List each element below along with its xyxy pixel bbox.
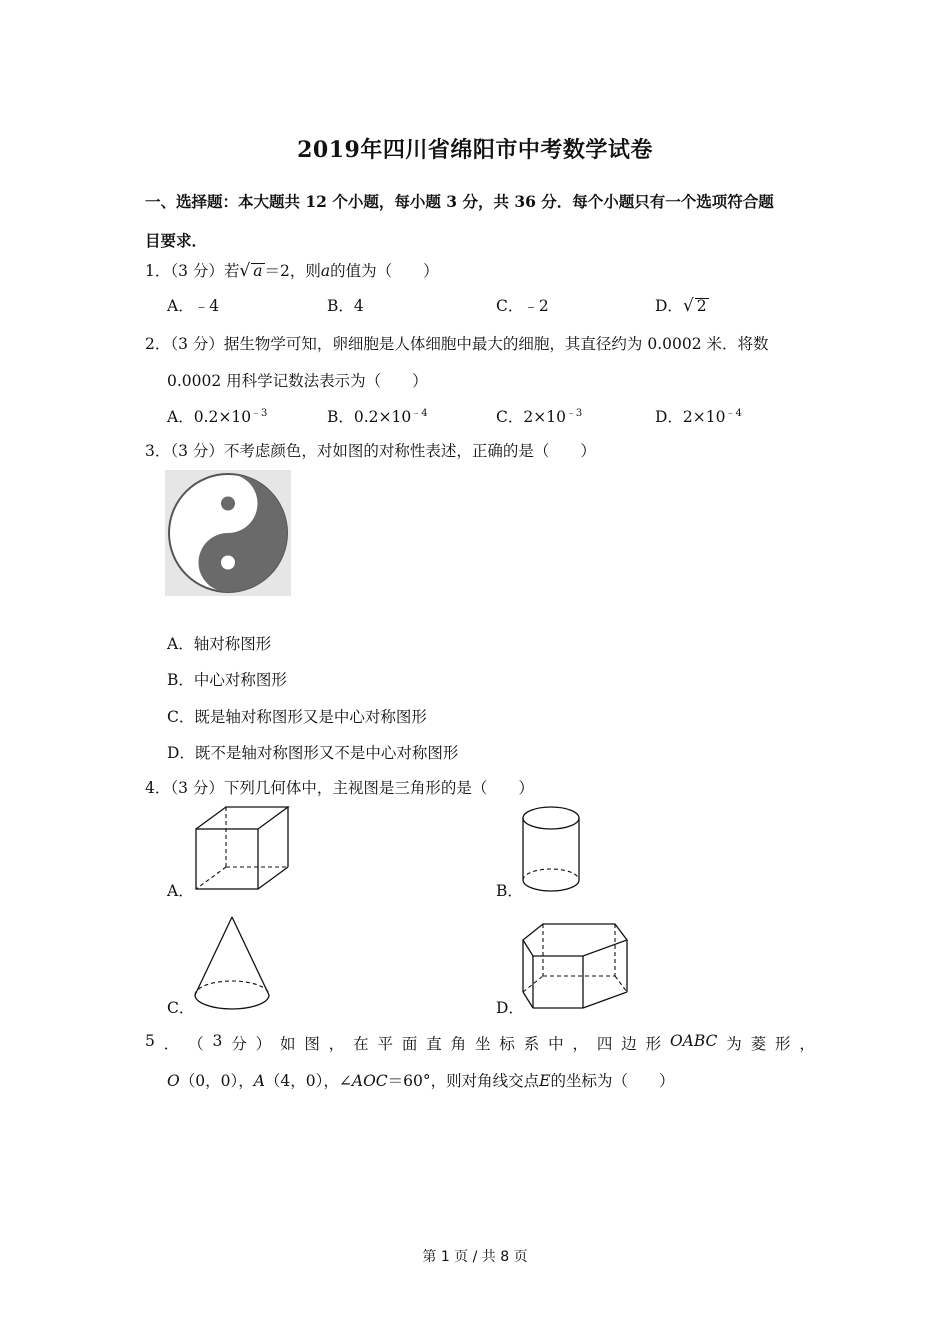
q3-option-d[interactable]: D．既不是轴对称图形又不是中心对称图形 [167, 744, 459, 762]
q5-token: 四 [596, 1035, 613, 1053]
q5-token: 5 [145, 1032, 155, 1050]
cylinder-icon [521, 804, 581, 896]
section-heading: 一、选择题：本大题共 12 个小题，每小题 3 分，共 36 分．每个小题只有一个选项符合题 [145, 192, 774, 211]
q3-option-a[interactable]: A．轴对称图形 [167, 635, 272, 653]
q5-token: 3 [212, 1032, 223, 1050]
cone-icon [192, 915, 272, 1013]
q1-suffix: 的值为（ ） [330, 262, 439, 280]
q5-token: 边 [621, 1035, 637, 1053]
q1-option-a[interactable]: A．﹣4 [167, 297, 220, 315]
q5-point-e: E [539, 1072, 551, 1090]
q2-option-c-exp: ﹣3 [565, 408, 583, 419]
q5-token: ） [255, 1035, 272, 1053]
question-2-stem: 2．（3 分）据生物学可知，卵细胞是人体细胞中最大的细胞，其直径约为 0.0002 米．将数 [145, 335, 769, 353]
q5-token: 图 [304, 1035, 320, 1053]
q3-option-c[interactable]: C．既是轴对称图形又是中心对称图形 [167, 708, 427, 726]
q5-token: 菱 [750, 1035, 767, 1053]
q4-option-c[interactable]: C． [167, 999, 195, 1017]
q1-option-b[interactable]: B．4 [327, 297, 364, 315]
question-4-stem: 4．（3 分）下列几何体中，主视图是三角形的是（ ） [145, 779, 534, 797]
q1-option-c[interactable]: C．﹣2 [496, 297, 549, 315]
sqrt-icon: √ [239, 261, 251, 281]
q2-option-b-exp: ﹣4 [411, 408, 428, 419]
q1-eq: ＝2，则 [264, 262, 321, 280]
q5-point-a: A [253, 1072, 265, 1090]
q5-token: 形 [645, 1035, 662, 1053]
q1-radicand: a [253, 262, 263, 280]
q4-option-d[interactable]: D． [496, 999, 524, 1017]
q2-option-a-exp: ﹣3 [251, 408, 268, 419]
q2-option-d-text: D．2×10 [655, 408, 726, 427]
q5-o-coord: （0，0）， [179, 1072, 254, 1090]
q4-option-b[interactable]: B． [496, 882, 523, 900]
q1-option-d-radicand: 2 [696, 297, 707, 315]
q5-token: （ [188, 1035, 204, 1053]
q3-option-b[interactable]: B．中心对称图形 [167, 671, 287, 689]
yin-yang-icon [165, 470, 291, 596]
q2-option-a[interactable] [167, 404, 267, 427]
q5-token: 形 [775, 1035, 791, 1053]
q5-token: ， [799, 1035, 815, 1053]
q5-point-o: O [167, 1072, 180, 1090]
q5-token-oabc: OABC [669, 1032, 718, 1050]
q2-option-a-text: A．0.2×10 [167, 408, 252, 427]
q5-a-coord: （4，0），∠ [264, 1072, 352, 1090]
q5-token: 如 [279, 1035, 296, 1053]
q5-token: 标 [499, 1035, 515, 1053]
q5-token: 面 [401, 1035, 418, 1053]
q2-option-b[interactable] [327, 404, 428, 427]
q1-prefix: 1．（3 分）若 [145, 262, 240, 280]
question-1-stem [145, 259, 439, 281]
question-5-stem-cont [167, 1069, 674, 1091]
q5-token: 中 [548, 1035, 564, 1053]
page-title: 2019年四川省绵阳市中考数学试卷 [297, 137, 653, 163]
q2-option-c[interactable] [496, 404, 582, 427]
q4-option-a[interactable]: A． [167, 882, 194, 900]
q1-option-d-label: D． [655, 297, 683, 315]
q2-option-d-exp: ﹣4 [725, 408, 742, 419]
question-5-stem [145, 1032, 815, 1054]
q5-token: ， [572, 1035, 588, 1053]
cube-icon [194, 805, 292, 893]
q5-token: ． [163, 1035, 180, 1053]
q2-option-b-text: B．0.2×10 [327, 408, 412, 427]
q1-var: a [320, 262, 331, 280]
q5-token: 分 [231, 1035, 247, 1053]
q5-angle-aoc: AOC [351, 1072, 388, 1090]
q5-token: 直 [426, 1035, 442, 1053]
section-heading-cont: 目要求． [145, 231, 208, 250]
q5-token: 坐 [474, 1035, 491, 1053]
q1-option-d[interactable] [655, 294, 709, 316]
q2-option-c-text: C．2×10 [496, 408, 566, 427]
sqrt-icon: √ [682, 296, 694, 316]
q5-token: ， [328, 1035, 345, 1053]
q5-token: 在 [353, 1035, 369, 1053]
q5-token: 平 [377, 1035, 393, 1053]
q5-suffix: 的坐标为（ ） [550, 1072, 675, 1090]
hexagonal-prism-icon [521, 922, 631, 1014]
q5-angle-value: ＝60°，则对角线交点 [387, 1072, 540, 1090]
q5-token: 为 [726, 1035, 742, 1053]
page-footer: 第 1 页 / 共 8 页 [422, 1249, 528, 1265]
q5-token: 系 [523, 1035, 540, 1053]
question-2-stem-cont: 0.0002 用科学记数法表示为（ ） [167, 372, 428, 390]
q5-token: 角 [450, 1035, 467, 1053]
question-3-stem: 3．（3 分）不考虑颜色，对如图的对称性表述，正确的是（ ） [145, 442, 596, 460]
q2-option-d[interactable] [655, 404, 742, 427]
